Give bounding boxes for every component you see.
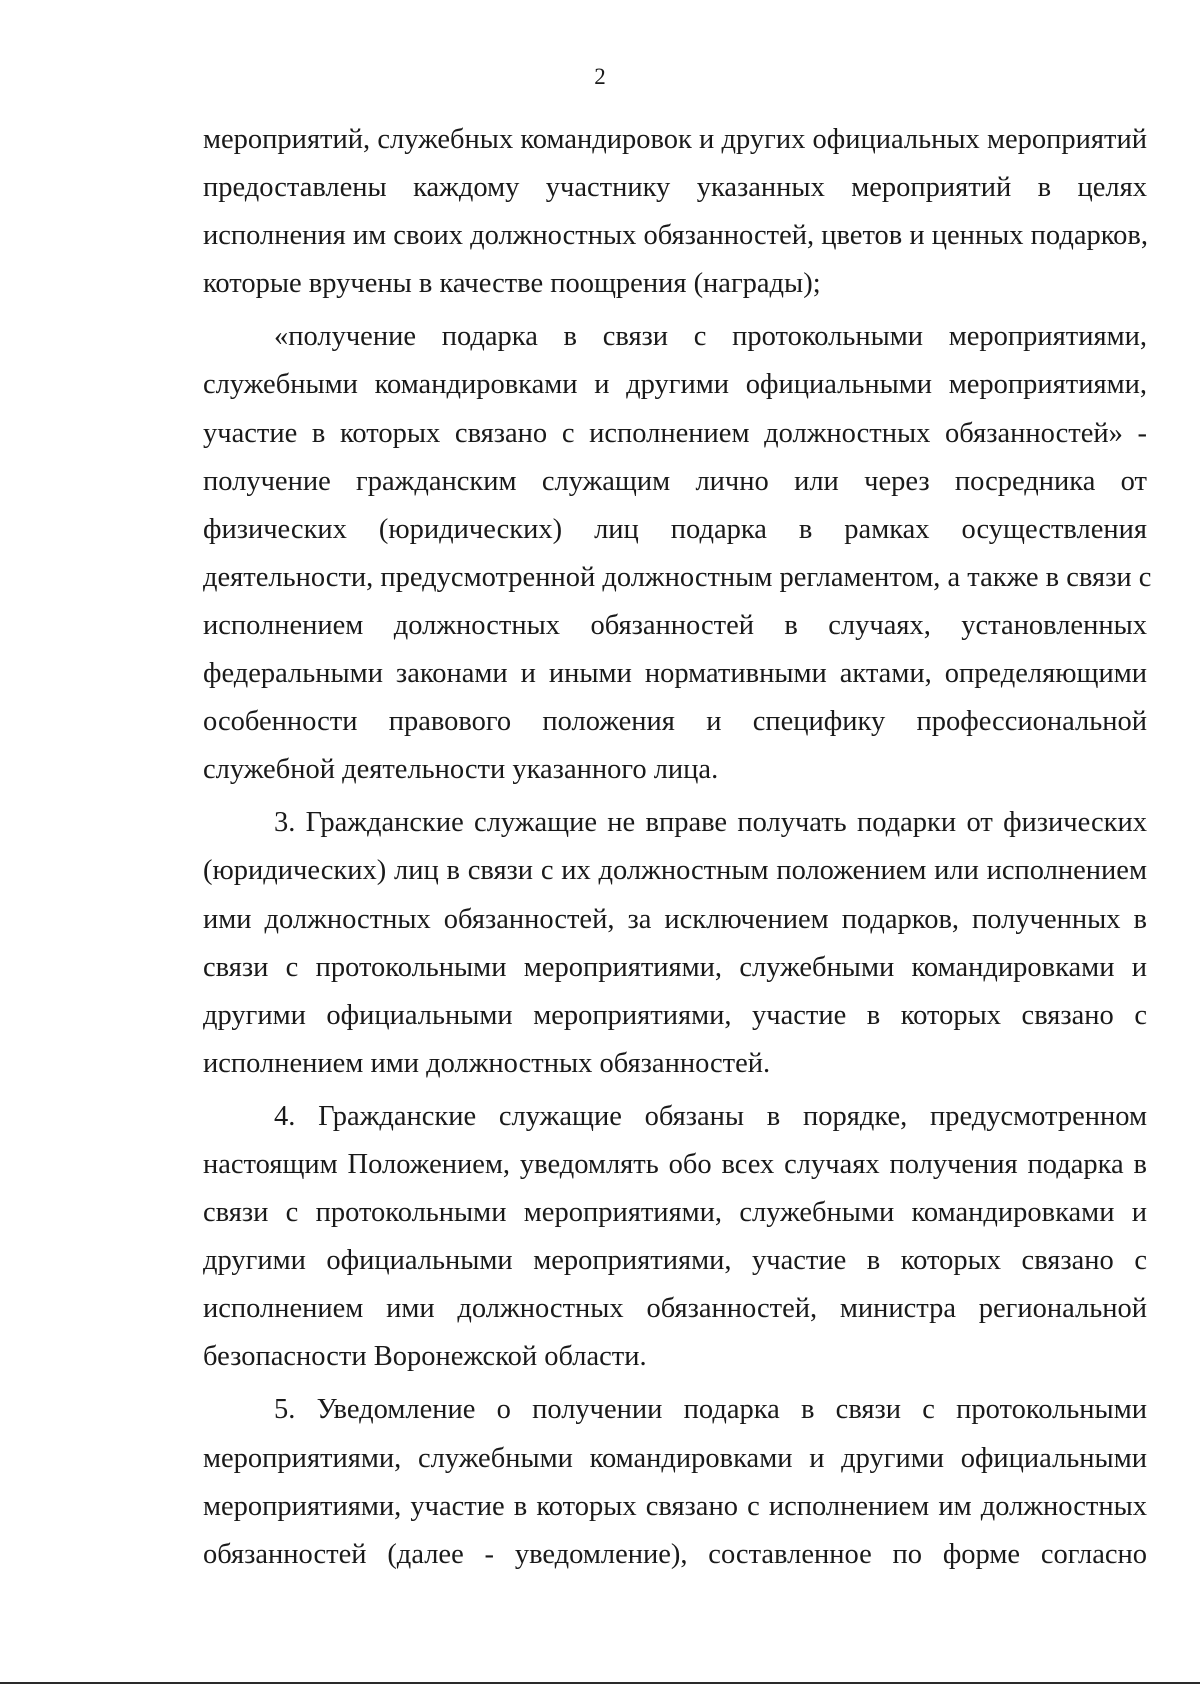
paragraph-p-item-4 xyxy=(203,1093,1147,1382)
document-body xyxy=(203,116,1152,1579)
text-line: особенности правового положения и специфику профессиональной xyxy=(203,706,1147,738)
text-line: служебной деятельности указанного лица. xyxy=(203,754,719,786)
text-line: предоставлены каждому участнику указанных мероприятий в целях xyxy=(203,172,1147,204)
paragraph-p-definition xyxy=(203,313,1152,794)
text-line: участие в которых связано с исполнением должностных обязанностей» - xyxy=(203,417,1147,449)
text-line: безопасности Воронежской области. xyxy=(203,1341,647,1373)
text-line: ими должностных обязанностей, за исключением подарков, полученных в xyxy=(203,903,1147,935)
text-line: настоящим Положением, уведомлять обо всех случаях получения подарка в xyxy=(203,1148,1147,1180)
text-line: «получение подарка в связи с протокольными мероприятиями, xyxy=(274,321,1147,353)
text-line: 3. Гражданские служащие не вправе получать подарки от физических xyxy=(274,807,1147,839)
text-line: получение гражданским служащим лично или через посредника от xyxy=(203,465,1147,497)
page-number: 2 xyxy=(594,64,606,89)
text-line: мероприятиями, участие в которых связано с исполнением им должностных xyxy=(203,1490,1147,1522)
text-line: деятельности, предусмотренной должностным регламентом, а также в связи с xyxy=(203,561,1152,593)
text-line: которые вручены в качестве поощрения (награды); xyxy=(203,268,821,300)
text-line: (юридических) лиц в связи с их должностным положением или исполнением xyxy=(203,855,1147,887)
paragraph-p-continuation xyxy=(203,116,1147,308)
text-line: связи с протокольными мероприятиями, служебными командировками и xyxy=(203,951,1147,983)
text-line: другими официальными мероприятиями, участие в которых связано с xyxy=(203,1245,1147,1277)
paragraph-p-item-5 xyxy=(203,1386,1147,1578)
text-line: обязанностей (далее - уведомление), составленное по форме согласно xyxy=(203,1538,1147,1570)
page-bottom-rule xyxy=(0,1682,1200,1684)
text-line: исполнением ими должностных обязанностей. xyxy=(203,1047,771,1079)
text-line: исполнения им своих должностных обязанностей, цветов и ценных подарков, xyxy=(203,220,1148,252)
paragraph-p-item-3 xyxy=(203,799,1147,1088)
text-line: мероприятий, служебных командировок и других официальных мероприятий xyxy=(203,124,1147,155)
text-line: исполнением ими должностных обязанностей, министра региональной xyxy=(203,1293,1147,1325)
text-line: 5. Уведомление о получении подарка в связи с протокольными xyxy=(274,1394,1147,1426)
text-line: исполнением должностных обязанностей в случаях, установленных xyxy=(203,609,1147,641)
text-line: мероприятиями, служебными командировками и другими официальными xyxy=(203,1442,1147,1474)
text-line: связи с протокольными мероприятиями, служебными командировками и xyxy=(203,1197,1147,1229)
text-line: другими официальными мероприятиями, участие в которых связано с xyxy=(203,999,1147,1031)
text-line: 4. Гражданские служащие обязаны в порядке, предусмотренном xyxy=(274,1100,1147,1132)
text-line: физических (юридических) лиц подарка в рамках осуществления xyxy=(203,513,1147,545)
text-line: служебными командировками и другими официальными мероприятиями, xyxy=(203,369,1147,401)
text-line: федеральными законами и иными нормативными актами, определяющими xyxy=(203,658,1147,690)
